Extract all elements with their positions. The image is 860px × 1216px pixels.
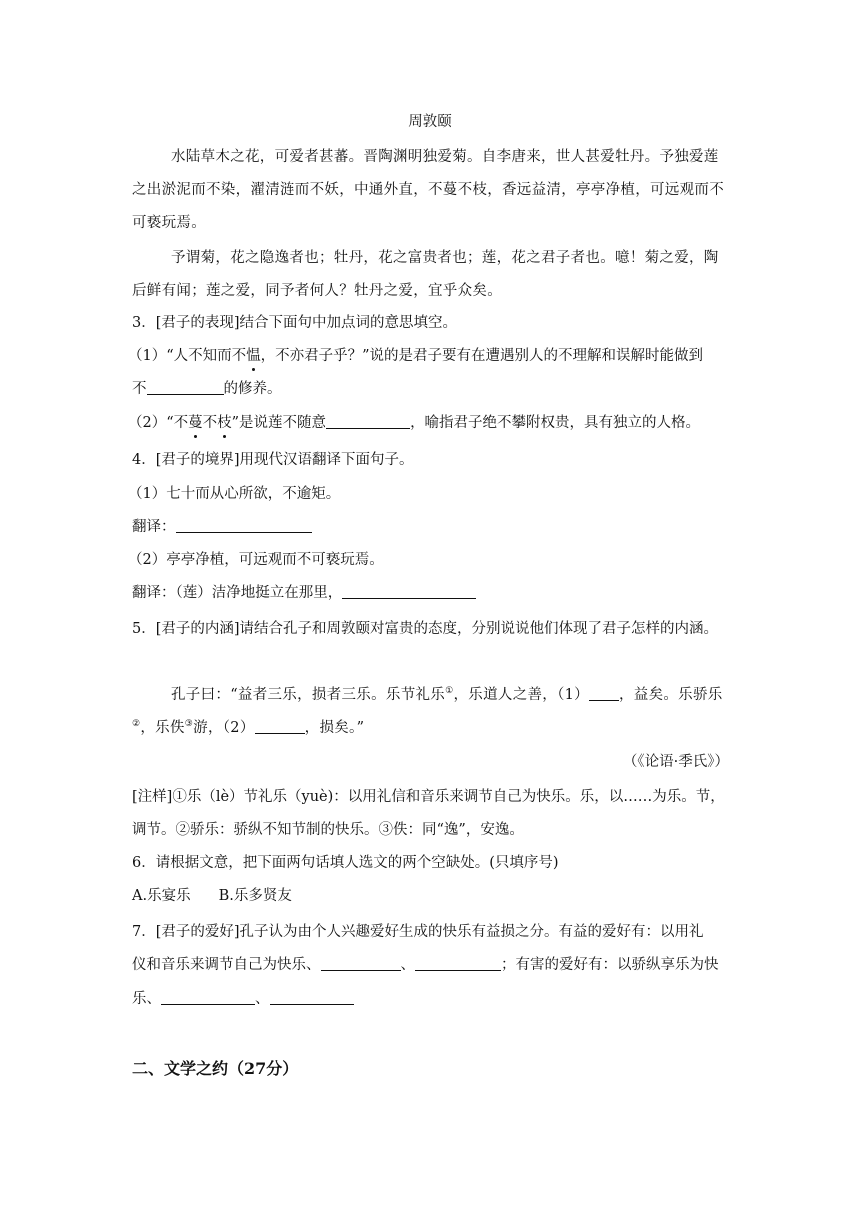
poem-para2-line2: 后鲜有闻；莲之爱，同予者何人？牡丹之爱，宜乎众矣。	[132, 283, 502, 299]
analects-line2-text-b: 游，（2）	[193, 720, 255, 736]
analects-line2	[132, 718, 732, 738]
q7-line2-text-b: ；有害的爱好有：以骄纵享乐为快	[501, 957, 719, 973]
poem-author: 周敦颐	[408, 114, 452, 130]
poem-para2-line1: 予谓菊，花之隐逸者也；牡丹，花之富贵者也；莲，花之君子者也。噫！菊之爱，陶	[171, 250, 719, 266]
q7-line2-text-a: 仪和音乐来调节自己为快乐、	[132, 957, 321, 973]
analects-line1-text-c: ，益矣。乐骄乐	[618, 687, 723, 703]
analects-line2-text-c: ，损矣。”	[304, 720, 365, 736]
q6-title: 6．请根据文意，把下面两句话填人选文的两个空缺处。(只填序号)	[132, 855, 559, 871]
q7-line3-sep: 、	[255, 991, 270, 1007]
analects-line1-text-a: 孔子曰：“益者三乐，损者三乐。乐节礼乐	[171, 687, 446, 703]
q4-title: 4．[君子的境界]用现代汉语翻译下面句子。	[132, 452, 414, 468]
answer-blank[interactable]	[326, 413, 410, 429]
answer-blank[interactable]	[342, 583, 476, 599]
q7-line2-sep: 、	[400, 957, 415, 973]
footnote-mark: ③	[184, 719, 194, 729]
q7-line1: 7．[君子的爱好]孔子认为由个人兴趣爱好生成的快乐有益损之分。有益的爱好有：以用礼	[132, 924, 704, 940]
q3-sub2-text-b: ”是说莲不随意	[231, 415, 327, 431]
answer-blank[interactable]	[415, 955, 501, 971]
q6-option-b: B.乐多贤友	[218, 888, 292, 904]
analects-line1-text-b: ，乐道人之善，（1）	[453, 687, 589, 703]
q3-sub1	[128, 346, 728, 366]
q7-line3	[132, 989, 732, 1009]
answer-blank[interactable]	[147, 379, 224, 395]
q3-sub2-text-c: ，喻指君子绝不攀附权贵，具有独立的人格。	[410, 415, 701, 431]
q6-options	[132, 886, 732, 906]
analects-line1	[171, 685, 771, 705]
answer-blank[interactable]	[589, 685, 619, 701]
notes-line1: [注样]①乐（lè）节礼乐（yuè)：以用礼信和音乐来调节自己为快乐。乐，以……为乐。节，	[132, 789, 725, 805]
q4-translation2-label: 翻译：（莲）洁净地挺立在那里，	[132, 585, 343, 601]
q3-sub2-text-a: （2）“不	[128, 415, 189, 431]
answer-blank[interactable]	[176, 517, 312, 533]
poem-para1-line2: 之出淤泥而不染，濯清涟而不妖，中通外直，不蔓不枝，香远益清，亭亭净植，可远观而不	[132, 182, 724, 198]
section-heading: 二、文学之约（27分）	[132, 1059, 299, 1078]
footnote-mark: ①	[445, 686, 454, 696]
poem-para1-line1: 水陆草木之花，可爱者甚蕃。晋陶渊明独爱菊。自李唐来，世人甚爱牡丹。予独爱莲	[171, 149, 719, 165]
answer-blank[interactable]	[255, 718, 305, 734]
q3-sub1-line2-text-a: 不	[132, 381, 147, 397]
analects-source: （《论语·季氏》）	[622, 754, 729, 770]
q3-sub1-line2	[132, 379, 732, 399]
footnote-mark: ②	[132, 719, 141, 729]
q3-title: 3．[君子的表现]结合下面句中加点词的意思填空。	[132, 315, 458, 331]
q7-line3-text-a: 乐、	[132, 991, 161, 1007]
q4-translation2	[132, 583, 732, 603]
q4-sub1: （1）七十而从心所欲，不逾矩。	[128, 486, 341, 502]
q7-line2	[132, 955, 732, 975]
notes-line2: 调节。②骄乐：骄纵不知节制的快乐。③佚：同“逸”，安逸。	[132, 822, 524, 838]
q4-sub2: （2）亭亭净植，可远观而不可亵玩焉。	[128, 552, 384, 568]
q4-translation1	[132, 517, 732, 537]
emphasis-dot-word: 蔓	[188, 415, 203, 431]
poem-para1-line3: 可亵玩焉。	[132, 215, 206, 231]
analects-line2-text-a: ，乐佚	[140, 720, 185, 736]
answer-blank[interactable]	[321, 955, 401, 971]
q3-sub1-text-b: ，不亦君子乎？”说的是君子要有在遭遇别人的不理解和误解时能做到	[260, 348, 704, 364]
q6-option-a: A.乐宴乐	[132, 888, 191, 904]
q3-sub2	[128, 413, 728, 433]
q3-sub1-text-a: （1）“人不知而不	[128, 348, 247, 364]
answer-blank[interactable]	[161, 989, 255, 1005]
emphasis-dot-word: 枝	[217, 415, 232, 431]
q3-sub1-line2-text-b: 的修养。	[223, 381, 282, 397]
q5-title: 5．[君子的内涵]请结合孔子和周敦颐对富贵的态度，分别说说他们体现了君子怎样的内涵。	[132, 621, 719, 637]
answer-blank[interactable]	[270, 989, 354, 1005]
q4-translation1-label: 翻译：	[132, 519, 176, 535]
emphasis-dot-word: 愠	[246, 348, 261, 364]
q3-sub2-mid: 不	[202, 415, 218, 431]
